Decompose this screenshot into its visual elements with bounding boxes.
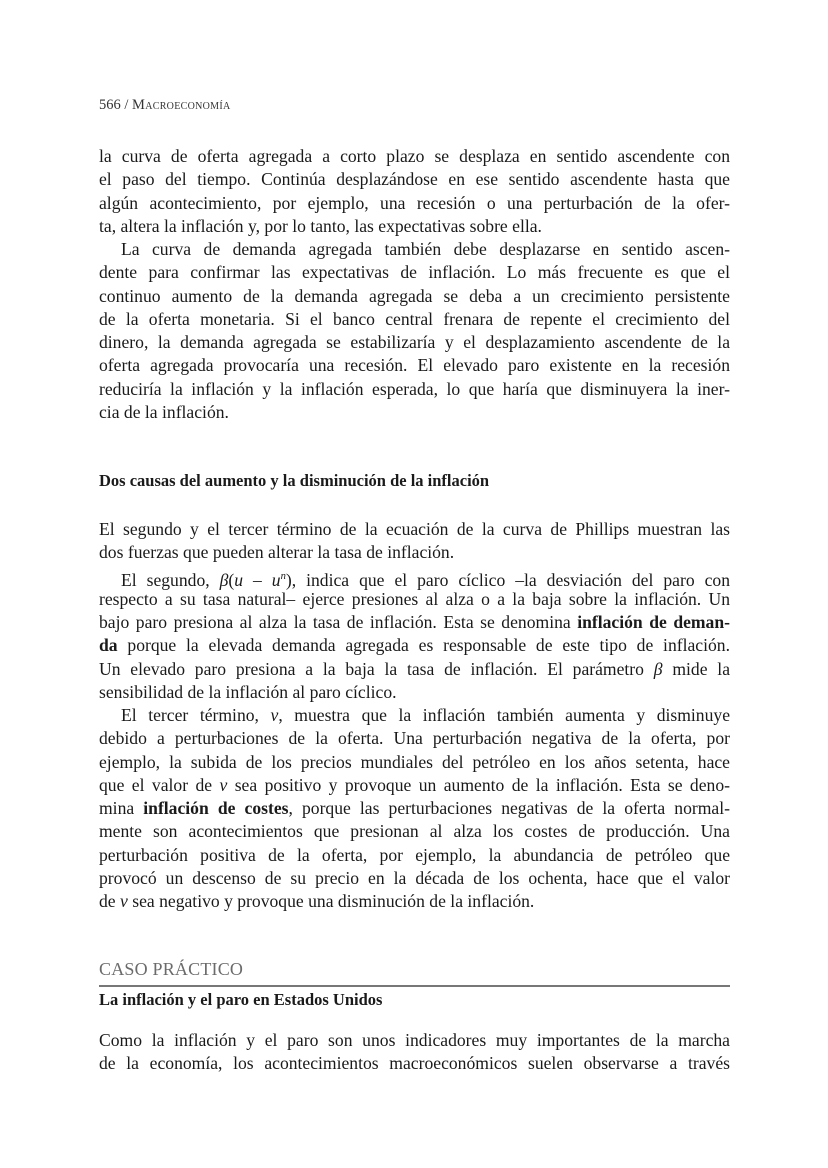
- bold-term: inflación de costes: [143, 798, 289, 818]
- text-run: Un elevado paro presiona a la baja la tasa de inflación. El parámetro: [99, 658, 654, 679]
- text-run: porque la elevada demanda agregada es responsable de este tipo de inflación.: [117, 635, 730, 656]
- text-run: –: [243, 569, 272, 590]
- text-run: dente para confirmar las expectativas de inflación. Lo más frecuente es que el: [99, 262, 730, 283]
- case-study-rule: [99, 985, 730, 987]
- math-symbol: v: [270, 705, 279, 725]
- text-run: reduciría la inflación y la inflación esperada, lo que haría que disminuyera la iner-: [99, 378, 730, 399]
- text-run: sea negativo y provoque una disminución de la inflación.: [127, 891, 535, 911]
- text-run: ta, altera la inflación y, por lo tanto, las expectativas sobre ella.: [99, 215, 542, 236]
- text-run: bajo paro presiona al alza la tasa de inflación. Esta se denomina: [99, 612, 578, 632]
- math-symbol: u: [271, 569, 281, 590]
- text-line: [99, 704, 730, 727]
- text-line: [99, 611, 730, 634]
- paragraph: [99, 238, 730, 424]
- text-line: [99, 681, 730, 704]
- text-run: provocó un descenso de su precio en la década de los ochenta, hace que el valor: [99, 867, 730, 888]
- text-line: [99, 727, 730, 750]
- section2-body: [99, 518, 730, 913]
- page-number: 566: [99, 97, 121, 113]
- text-line: [99, 751, 730, 774]
- text-run: mina: [99, 798, 144, 818]
- text-run: mide la: [662, 658, 730, 679]
- math-symbol: β: [653, 658, 663, 679]
- text-line: [99, 285, 730, 308]
- bold-term: inflación de deman-: [577, 612, 731, 632]
- text-line: [99, 238, 730, 261]
- text-run: respecto a su tasa natural– ejerce presiones al alza o a la baja sobre la inflación. Un: [99, 588, 730, 609]
- text-run: La curva de demanda agregada también debe desplazarse en sentido ascen-: [121, 239, 730, 259]
- running-head-separator: /: [120, 97, 133, 113]
- text-run: El tercer término,: [121, 705, 271, 725]
- case-study-body: [99, 1029, 730, 1076]
- text-line: [99, 168, 730, 191]
- text-line: [99, 308, 730, 331]
- text-line: [99, 1029, 730, 1052]
- text-run: de: [99, 891, 121, 911]
- text-run: dinero, la demanda agregada se estabilizaría y el desplazamiento ascendente de la: [99, 332, 730, 352]
- math-symbol: v: [219, 774, 228, 795]
- text-line: [99, 261, 730, 284]
- text-line: [99, 820, 730, 843]
- text-run: El segundo y el tercer término de la ecuación de la curva de Phillips muestran las: [99, 519, 730, 539]
- text-line: [99, 378, 730, 401]
- text-run: El segundo,: [121, 569, 220, 590]
- text-line: [99, 401, 730, 424]
- math-symbol: β: [219, 569, 229, 590]
- math-symbol: u: [234, 569, 244, 590]
- section1-body: [99, 145, 730, 424]
- text-run: continuo aumento de la demanda agregada se deba a un crecimiento persistente: [99, 285, 730, 306]
- text-line: [99, 658, 730, 681]
- paragraph: [99, 1029, 730, 1076]
- text-run: mente son acontecimientos que presionan al alza los costes de producción. Una: [99, 821, 730, 842]
- text-line: [99, 192, 730, 215]
- text-run: el paso del tiempo. Continúa desplazándose en ese sentido ascendente hasta que: [99, 169, 730, 190]
- text-run: cia de la inflación.: [99, 401, 229, 422]
- text-run: ejemplo, la subida de los precios mundiales del petróleo en los años setenta, hace: [99, 751, 730, 772]
- text-run: (: [228, 569, 235, 590]
- text-run: debido a perturbaciones de la oferta. Una perturbación negativa de la oferta, por: [99, 728, 730, 749]
- case-study-label: CASO PRÁCTICO: [99, 959, 244, 979]
- text-run: , porque las perturbaciones negativas de la oferta normal-: [288, 798, 730, 818]
- text-run: , muestra que la inflación también aumenta y disminuye: [278, 705, 731, 725]
- text-line: [99, 867, 730, 890]
- text-run: que el valor de: [99, 774, 220, 795]
- text-line: [99, 588, 730, 611]
- text-line: [99, 331, 730, 354]
- paragraph: [99, 145, 730, 238]
- text-run: la curva de oferta agregada a corto plazo se desplaza en sentido ascendente con: [99, 146, 730, 166]
- text-line: [99, 774, 730, 797]
- text-run: dos fuerzas que pueden alterar la tasa de inflación.: [99, 542, 455, 563]
- text-run: ), indica que el paro cíclico –la desviación del paro con: [285, 569, 730, 590]
- text-line: [99, 145, 730, 168]
- math-symbol: v: [120, 891, 128, 911]
- section-heading: Dos causas del aumento y la disminución de la inflación: [99, 471, 490, 490]
- paragraph: [99, 518, 730, 565]
- text-line: [99, 565, 730, 588]
- text-line: [99, 797, 730, 820]
- text-run: de la oferta monetaria. Si el banco central frenara de repente el crecimiento del: [99, 308, 730, 329]
- bold-term: da: [99, 635, 118, 656]
- text-run: Como la inflación y el paro son unos indicadores muy importantes de la marcha: [99, 1030, 730, 1050]
- case-study-title: La inflación y el paro en Estados Unidos: [99, 990, 383, 1009]
- text-run: perturbación positiva de la oferta, por ejemplo, la abundancia de petróleo que: [99, 844, 730, 865]
- text-line: [99, 215, 730, 238]
- text-run: algún acontecimiento, por ejemplo, una recesión o una perturbación de la ofer-: [99, 192, 730, 213]
- math-symbol: n: [280, 570, 286, 582]
- text-run: oferta agregada provocaría una recesión. El elevado paro existente en la recesión: [99, 355, 730, 376]
- text-run: sea positivo y provoque un aumento de la inflación. Esta se deno-: [227, 774, 730, 795]
- text-run: de la economía, los acontecimientos macroeconómicos suelen observarse a través: [99, 1053, 730, 1074]
- text-line: [99, 354, 730, 377]
- paragraph: [99, 704, 730, 913]
- text-line: [99, 890, 730, 913]
- text-line: [99, 541, 730, 564]
- paragraph: [99, 565, 730, 705]
- running-head: [99, 97, 231, 114]
- book-title: Macroeconomía: [132, 97, 231, 113]
- text-run: sensibilidad de la inflación al paro cíclico.: [99, 681, 397, 702]
- text-line: [99, 518, 730, 541]
- text-line: [99, 1052, 730, 1075]
- text-line: [99, 844, 730, 867]
- text-line: [99, 634, 730, 657]
